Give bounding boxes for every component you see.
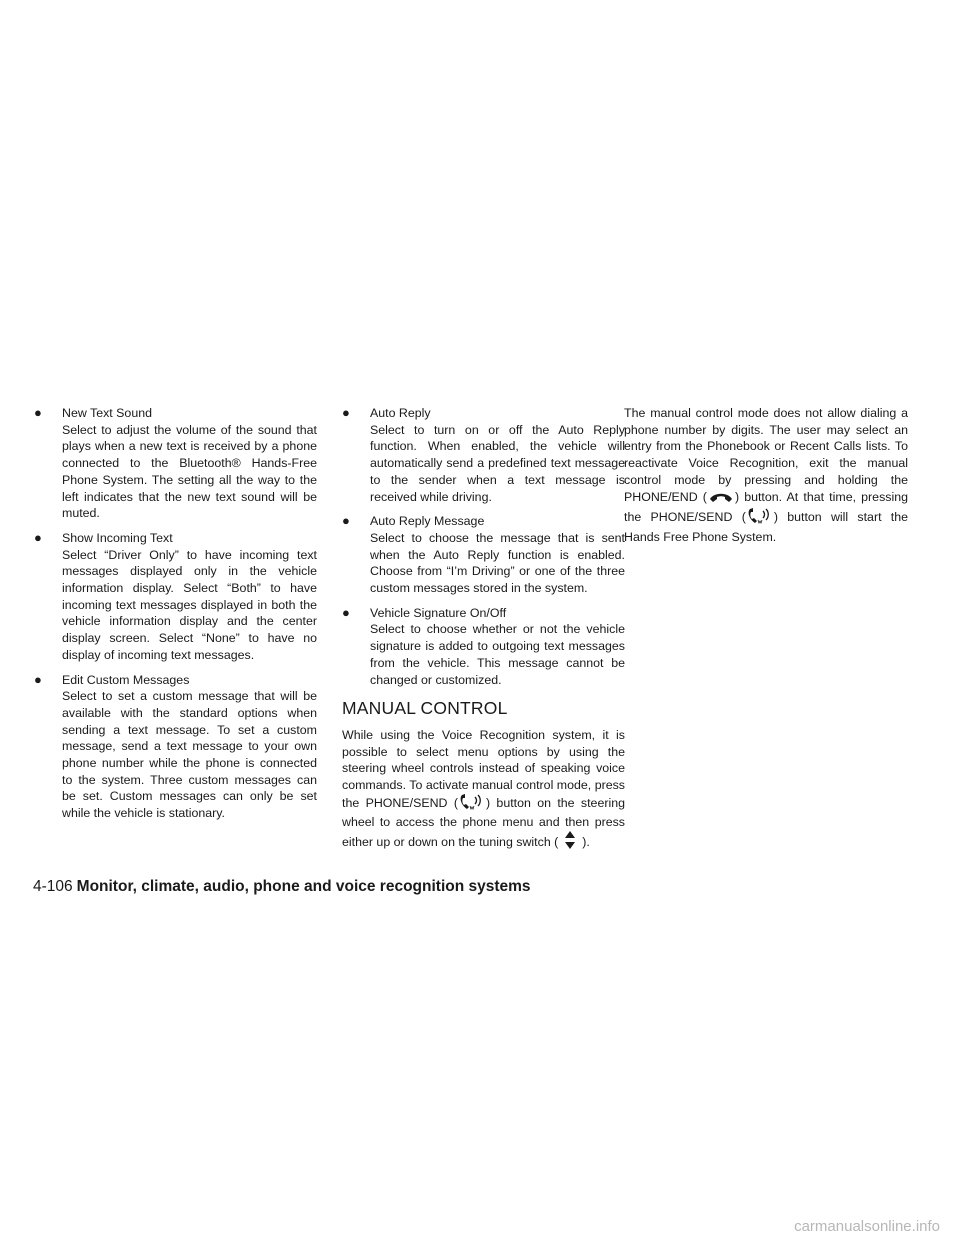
column-1 — [34, 405, 317, 830]
paragraph-text: The manual control mode does not allow dialing a phone number by digits. The user may select an entry from the Phonebook or Recent Calls lists. To reactivate Voice Recognition, exit the manual control mode by pressing and holding the PHONE/END ( — [624, 406, 908, 504]
item-title: Auto Reply — [370, 406, 431, 420]
phone-send-icon — [458, 794, 486, 815]
bullet-icon: ● — [342, 405, 350, 420]
list-item — [342, 513, 625, 597]
manual-control-continued-paragraph — [624, 405, 908, 546]
section-title: Monitor, climate, audio, phone and voice recognition systems — [76, 878, 531, 895]
list-item — [34, 672, 317, 822]
column-2 — [342, 405, 625, 854]
bullet-icon: ● — [342, 604, 350, 620]
list-item — [34, 405, 317, 522]
section-heading: MANUAL CONTROL — [342, 698, 508, 719]
column-3 — [624, 405, 908, 546]
up-down-arrows-icon — [558, 831, 582, 854]
item-description: Select “Driver Only” to have incoming text messages displayed only in the vehicle information display. Select “Both” to have incoming text messages displayed in both the vehicle information display and the center display screen. Select “None” to have no display of incoming text messages. — [62, 547, 317, 662]
phone-send-icon — [746, 508, 774, 529]
bullet-icon: ● — [34, 405, 42, 420]
item-description: Select to set a custom message that will be available with the standard options when sending a text message. To set a custom message, send a text message to your own phone number while the phone is connected to the system. Three custom messages can be set. Custom messages can only be set while the vehicle is stationary. — [62, 689, 317, 821]
watermark: carmanualsonline.info — [794, 1218, 940, 1235]
bullet-icon: ● — [34, 529, 42, 545]
list-item — [342, 405, 625, 505]
phone-end-icon — [707, 490, 735, 509]
paragraph-text: ) button will start the Hands Free Phone System. — [624, 510, 909, 544]
item-title: Edit Custom Messages — [62, 672, 190, 687]
paragraph-text: ) button. At that time, pressing the PHONE/SEND ( — [624, 489, 908, 525]
page-number: 4-106 — [33, 878, 73, 895]
item-description: Select to turn on or off the Auto Reply function. When enabled, the vehicle will automatically send a predefined text message to the sender when a text message is received while driving. — [370, 422, 625, 504]
paragraph-text: ) button on the steering wheel to access the phone menu and then press either up or down on the tuning switch ( — [342, 795, 625, 850]
paragraph-text: While using the Voice Recognition system, it is possible to select menu options by using the steering wheel controls instead of speaking voice commands. To activate manual control mode, press the PHONE/SEND ( — [342, 727, 625, 810]
bullet-icon: ● — [342, 513, 350, 529]
list-item — [342, 605, 625, 689]
page-footer — [33, 878, 531, 896]
item-title: New Text Sound — [62, 406, 153, 420]
item-description: Select to adjust the volume of the sound that plays when a new text is received by a phone connected to the Bluetooth® Hands-Free Phone System. The setting all the way to the left indicates that the new text sound will be muted. — [62, 422, 317, 521]
item-description: Select to choose whether or not the vehicle signature is added to outgoing text messages from the vehicle. This message cannot be changed or customized. — [370, 622, 625, 687]
paragraph-text: ). — [582, 835, 590, 850]
manual-control-paragraph — [342, 727, 625, 854]
bullet-icon: ● — [34, 671, 42, 687]
item-description: Select to choose the message that is sent when the Auto Reply function is enabled. Choose from “I’m Driving” or one of the three custom messages stored in the system. — [370, 530, 625, 596]
item-title: Show Incoming Text — [62, 530, 173, 545]
item-title: Auto Reply Message — [370, 514, 485, 529]
item-title: Vehicle Signature On/Off — [370, 605, 507, 620]
list-item — [34, 530, 317, 664]
